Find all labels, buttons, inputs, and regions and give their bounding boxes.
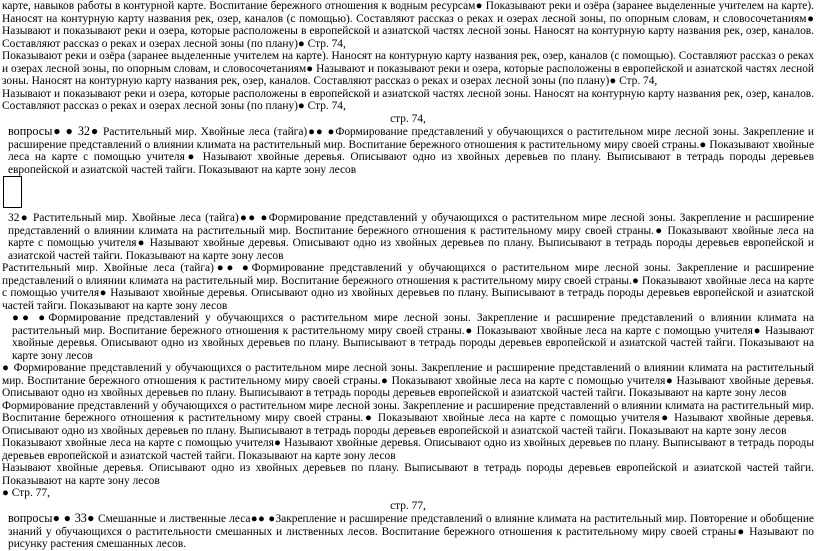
repeat-paragraph-4: ● Формирование представлений у обучающихся о растительном мире лесной зоны. Закрепление и расширение представлений о влиянии климата на растительный мир. Воспитание бережного отношения к растительному миру своей страны.● Показывают хвойные леса на карте с помощью учителя● Называют хвойные деревья. Описывают одно из хвойных деревьев по плану. Выписывают в тетрадь породы деревьев европейской и азиатской частей тайги. Показывают на карте зону лесов: [2, 362, 814, 399]
section-32-paragraph: [2, 125, 814, 176]
page-ref-77: стр. 77,: [390, 499, 426, 512]
empty-box: [3, 176, 22, 208]
repeat-paragraph-7: Называют хвойные деревья. Описывают одно из хвойных деревьев по плану. Выписывают в тетрадь породы деревьев европейской и азиатской частей тайги. Показывают на карте зону лесов: [2, 462, 814, 487]
section-32-prefix: вопросы● ● 32●: [8, 124, 100, 138]
repeat-paragraph-6: Показывают хвойные леса на карте с помощью учителя● Называют хвойные деревья. Описывают одно из хвойных деревьев по плану. Выписывают в тетрадь породы деревьев европейской и азиатской частей тайги. Показывают на карте зону лесов: [2, 437, 814, 462]
paragraph-rivers-short: Показывают реки и озёра (заранее выделенные учителем на карте). Наносят на контурную карту названия рек, озер, каналов (с помощью). Составляют рассказ о реках и озерах лесной зоны, по опорным словам, и словосочетаниям● Называют и показывают реки и озера, которые расположены в европейской и азиатской частях лесной зоны. Наносят на контурную карту названия рек, озер, каналов. Составляют рассказ о реках и озерах лесной зоны (по плану)● Стр. 74,: [2, 50, 814, 87]
page-ref-74: стр. 74,: [390, 112, 426, 125]
document-page: [2, 0, 814, 551]
repeat-paragraph-2: Растительный мир. Хвойные леса (тайга)●● ●Формирование представлений у обучающихся о растительном мире лесной зоны. Закрепление и расширение представлений о влиянии климата на растительный мир. Воспитание бережного отношения к растительному миру своей страны.● Показывают хвойные леса на карте с помощью учителя● Называют хвойные деревья. Описывают одно из хвойных деревьев по плану. Выписывают в тетрадь породы деревьев европейской и азиатской частей тайги. Показывают на карте зону лесов: [2, 262, 814, 312]
section-33-prefix: вопросы● ● 33●: [8, 511, 95, 525]
repeat-paragraph-1: 32● Растительный мир. Хвойные леса (тайга)●● ●Формирование представлений у обучающихся о растительном мире лесной зоны. Закрепление и расширение представлений о влиянии климата на растительный мир. Воспитание бережного отношения к растительному миру своей страны.● Показывают хвойные леса на карте с помощью учителя● Называют хвойные деревья. Описывают одно из хвойных деревьев по плану. Выписывают в тетрадь породы деревьев европейской и азиатской частей тайги. Показывают на карте зону лесов: [8, 212, 814, 262]
repeat-paragraph-5: Формирование представлений у обучающихся о растительном мире лесной зоны. Закрепление и расширение представлений о влиянии климата на растительный мир. Воспитание бережного отношения к растительному миру своей страны.● Показывают хвойные леса на карте с помощью учителя● Называют хвойные деревья. Описывают одно из хвойных деревьев по плану. Выписывают в тетрадь породы деревьев европейской и азиатской частей тайги. Показывают на карте зону лесов: [2, 399, 814, 437]
paragraph-rivers-shortest: Называют и показывают реки и озера, которые расположены в европейской и азиатской частях лесной зоны. Наносят на контурную карту названия рек, озер, каналов. Составляют рассказ о реках и озерах лесной зоны (по плану)● Стр. 74,: [2, 87, 814, 112]
paragraph-rivers-full: карте, навыков работы в контурной карте. Воспитание бережного отношения к водным ресурсам● Показывают реки и озёра (заранее выделенные учителем на карте). Наносят на контурную карту названия рек, озер, каналов (с помощью). Составляют рассказ о реках и озерах лесной зоны, по опорным словам, и словосочетаниям● Называют и показывают реки и озера, которые расположены в европейской и азиатской частях лесной зоны. Наносят на контурную карту названия рек, озер, каналов. Составляют рассказ о реках и озерах лесной зоны (по плану)● Стр. 74,: [2, 0, 814, 50]
repeat-paragraph-3: ●● ●Формирование представлений у обучающихся о растительном мире лесной зоны. Закрепление и расширение представлений о влиянии климата на растительный мир. Воспитание бережного отношения к растительному миру своей страны.● Показывают хвойные леса на карте с помощью учителя● Называют хвойные деревья. Описывают одно из хвойных деревьев по плану. Выписывают в тетрадь породы деревьев европейской и азиатской частей тайги. Показывают на карте зону лесов: [12, 312, 814, 362]
section-32-text: Растительный мир. Хвойные леса (тайга)●● ●Формирование представлений у обучающихся о растительном мире лесной зоны. Закрепление и расширение представлений о влиянии климата на растительный мир. Воспитание бережного отношения к растительному миру своей страны.● Показывают хвойные леса на карте с помощью учителя● Называют хвойные деревья. Описывают одно из хвойных деревьев по плану. Выписывают в тетрадь породы деревьев европейской и азиатской частей тайги. Показывают на карте зону лесов: [8, 126, 814, 176]
section-33-text: Смешанные и лиственные леса●● ●Закрепление и расширение представлений о влияние климата на растительный мир. Повторение и обобщение знаний у обучающихся о растительности смешанных и лиственных лесов. Воспитание бережного отношения к растительному миру своей страны● Называют по рисунку растения смешанных лесов.: [8, 513, 814, 550]
repeat-page-ref: ● Стр. 77,: [2, 487, 50, 499]
